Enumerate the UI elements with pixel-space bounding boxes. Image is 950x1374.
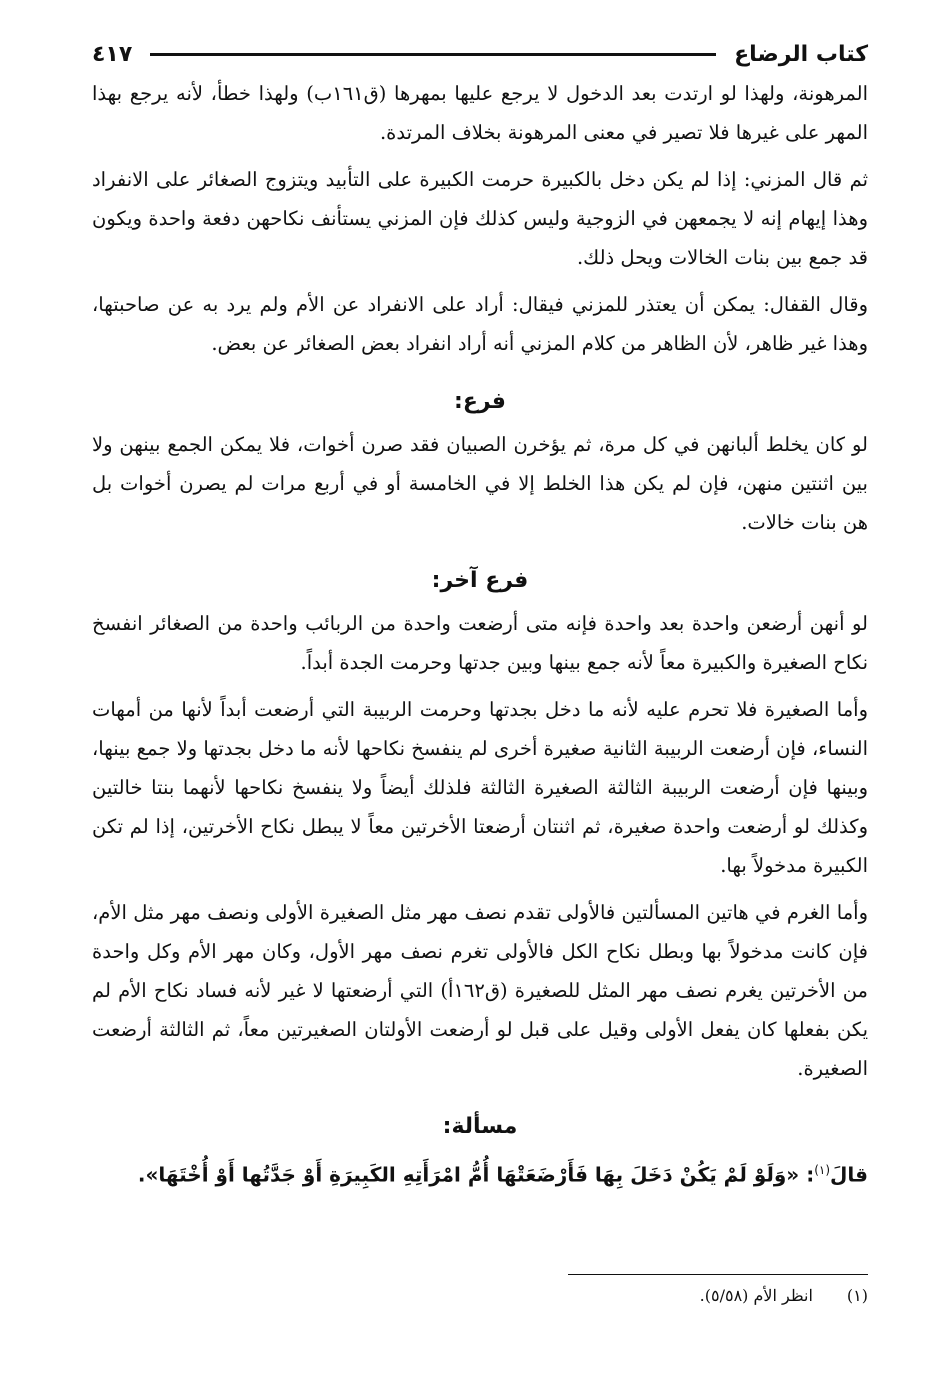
paragraph: ثم قال المزني: إذا لم يكن دخل بالكبيرة حرمت الكبيرة على التأبيد ويتزوج الصغائر على الانفراد وهذا إيهام إنه لا يجمعهن في الزوجية وليس كذلك فإن المزني يستأنف نكاحهن دفعة واحدة ويكون قد جمع بين بنات الخالات ويحل ذلك. [92,168,868,269]
footnote-mark: (١) [846,1286,868,1305]
paragraph: لو كان يخلط ألبانهن في كل مرة، ثم يؤخرن الصبيان فقد صرن أخوات، فلا يمكن الجمع بينهن ولا بين اثنتين منهن، فإن لم يكن هذا الخلط إلا في الخامسة أو في أربع مرات لم يصرن أخوات بل هن بنات خالات. [92,433,868,534]
running-head [92,34,868,74]
page [92,34,868,1374]
footnote-divider [568,1274,868,1275]
page-number: ٤١٧ [92,41,133,67]
paragraph: وأما الغرم في هاتين المسألتين فالأولى تقدم نصف مهر مثل الصغيرة الأولى ونصف مهر مثل الأم، فإن كانت مدخولاً بها وبطل نكاح الكل فالأولى تغرم نصف مهر الأول، وكان مهر الأم وكل واحدة من الأخرتين يغرم نصف مهر المثل للصغيرة (ق١٦٢أ) التي أرضعتها لا غير لأنه فساد نكاح الأم لم يكن بفعلها كان يفعل الأولى وقيل على قبل لو أرضعت الأولتان الصغيرتين معاً، ثم الثالثة أرضعت الصغيرة. [92,901,868,1080]
body-text [92,74,868,1195]
section-heading: فرع: [454,389,506,414]
paragraph: وأما الصغيرة فلا تحرم عليه لأنه ما دخل بجدتها وحرمت الربيبة التي أرضعت أبداً لأنها من أمهات النساء، فإن أرضعت الربيبة الثانية صغيرة أخرى لم ينفسخ نكاحها لأنه ما دخل بجدتها ولا جمع بينها، وبينها فإن أرضعت الربيبة الثالثة الصغيرة الثالثة فلذلك أيضاً ولا ينفسخ نكاحها لأنهما بنتا خالتين وكذلك لو أرضعت واحدة صغيرة، ثم اثنتان أرضعتا الأخرتين معاً لا يبطل نكاح الأخرتين، إذا لم تكن الكبيرة مدخولاً بها. [92,698,868,877]
quote-prefix: قالَ [830,1162,868,1187]
paragraph: وقال القفال: يمكن أن يعتذر للمزني فيقال: أراد على الانفراد عن الأم ولم يرد به عن صاحبتها، وهذا غير ظاهر، لأن الظاهر من كلام المزني أنه أراد انفراد بعض الصغائر عن بعض. [92,293,868,355]
footnote-reference[interactable]: (١) [814,1163,831,1177]
header-rule [150,53,716,56]
book-title: كتاب الرضاع [734,41,868,67]
paragraph: المرهونة، ولهذا لو ارتدت بعد الدخول لا يرجع عليها بمهرها (ق١٦١ب) ولهذا خطأ، لأنه يرجع بهذا المهر على غيرها فلا تصير في معنى المرهونة بخلاف المرتدة. [92,82,868,144]
footnote [700,1286,868,1305]
quoted-text-line [92,1150,868,1195]
section-heading: مسألة: [442,1114,518,1139]
footnote-text: انظر الأم (٥/٥٨). [699,1286,813,1305]
quote-text: : «وَلَوْ لَمْ يَكُنْ دَخَلَ بِهَا فَأَرْضَعَتْهَا أُمُّ امْرَأَتِهِ الكَبِيرَةِ أَوْ جَدَّتُها أَوْ أُخْتَهَا». [137,1162,815,1187]
paragraph: لو أنهن أرضعن واحدة بعد واحدة فإنه متى أرضعت واحدة من الربائب واحدة من الصغائر انفسخ نكاح الصغيرة والكبيرة معاً لأنه جمع بينها وبين جدتها وحرمت الجدة أبداً. [92,612,868,674]
section-heading: فرع آخر: [431,568,529,593]
